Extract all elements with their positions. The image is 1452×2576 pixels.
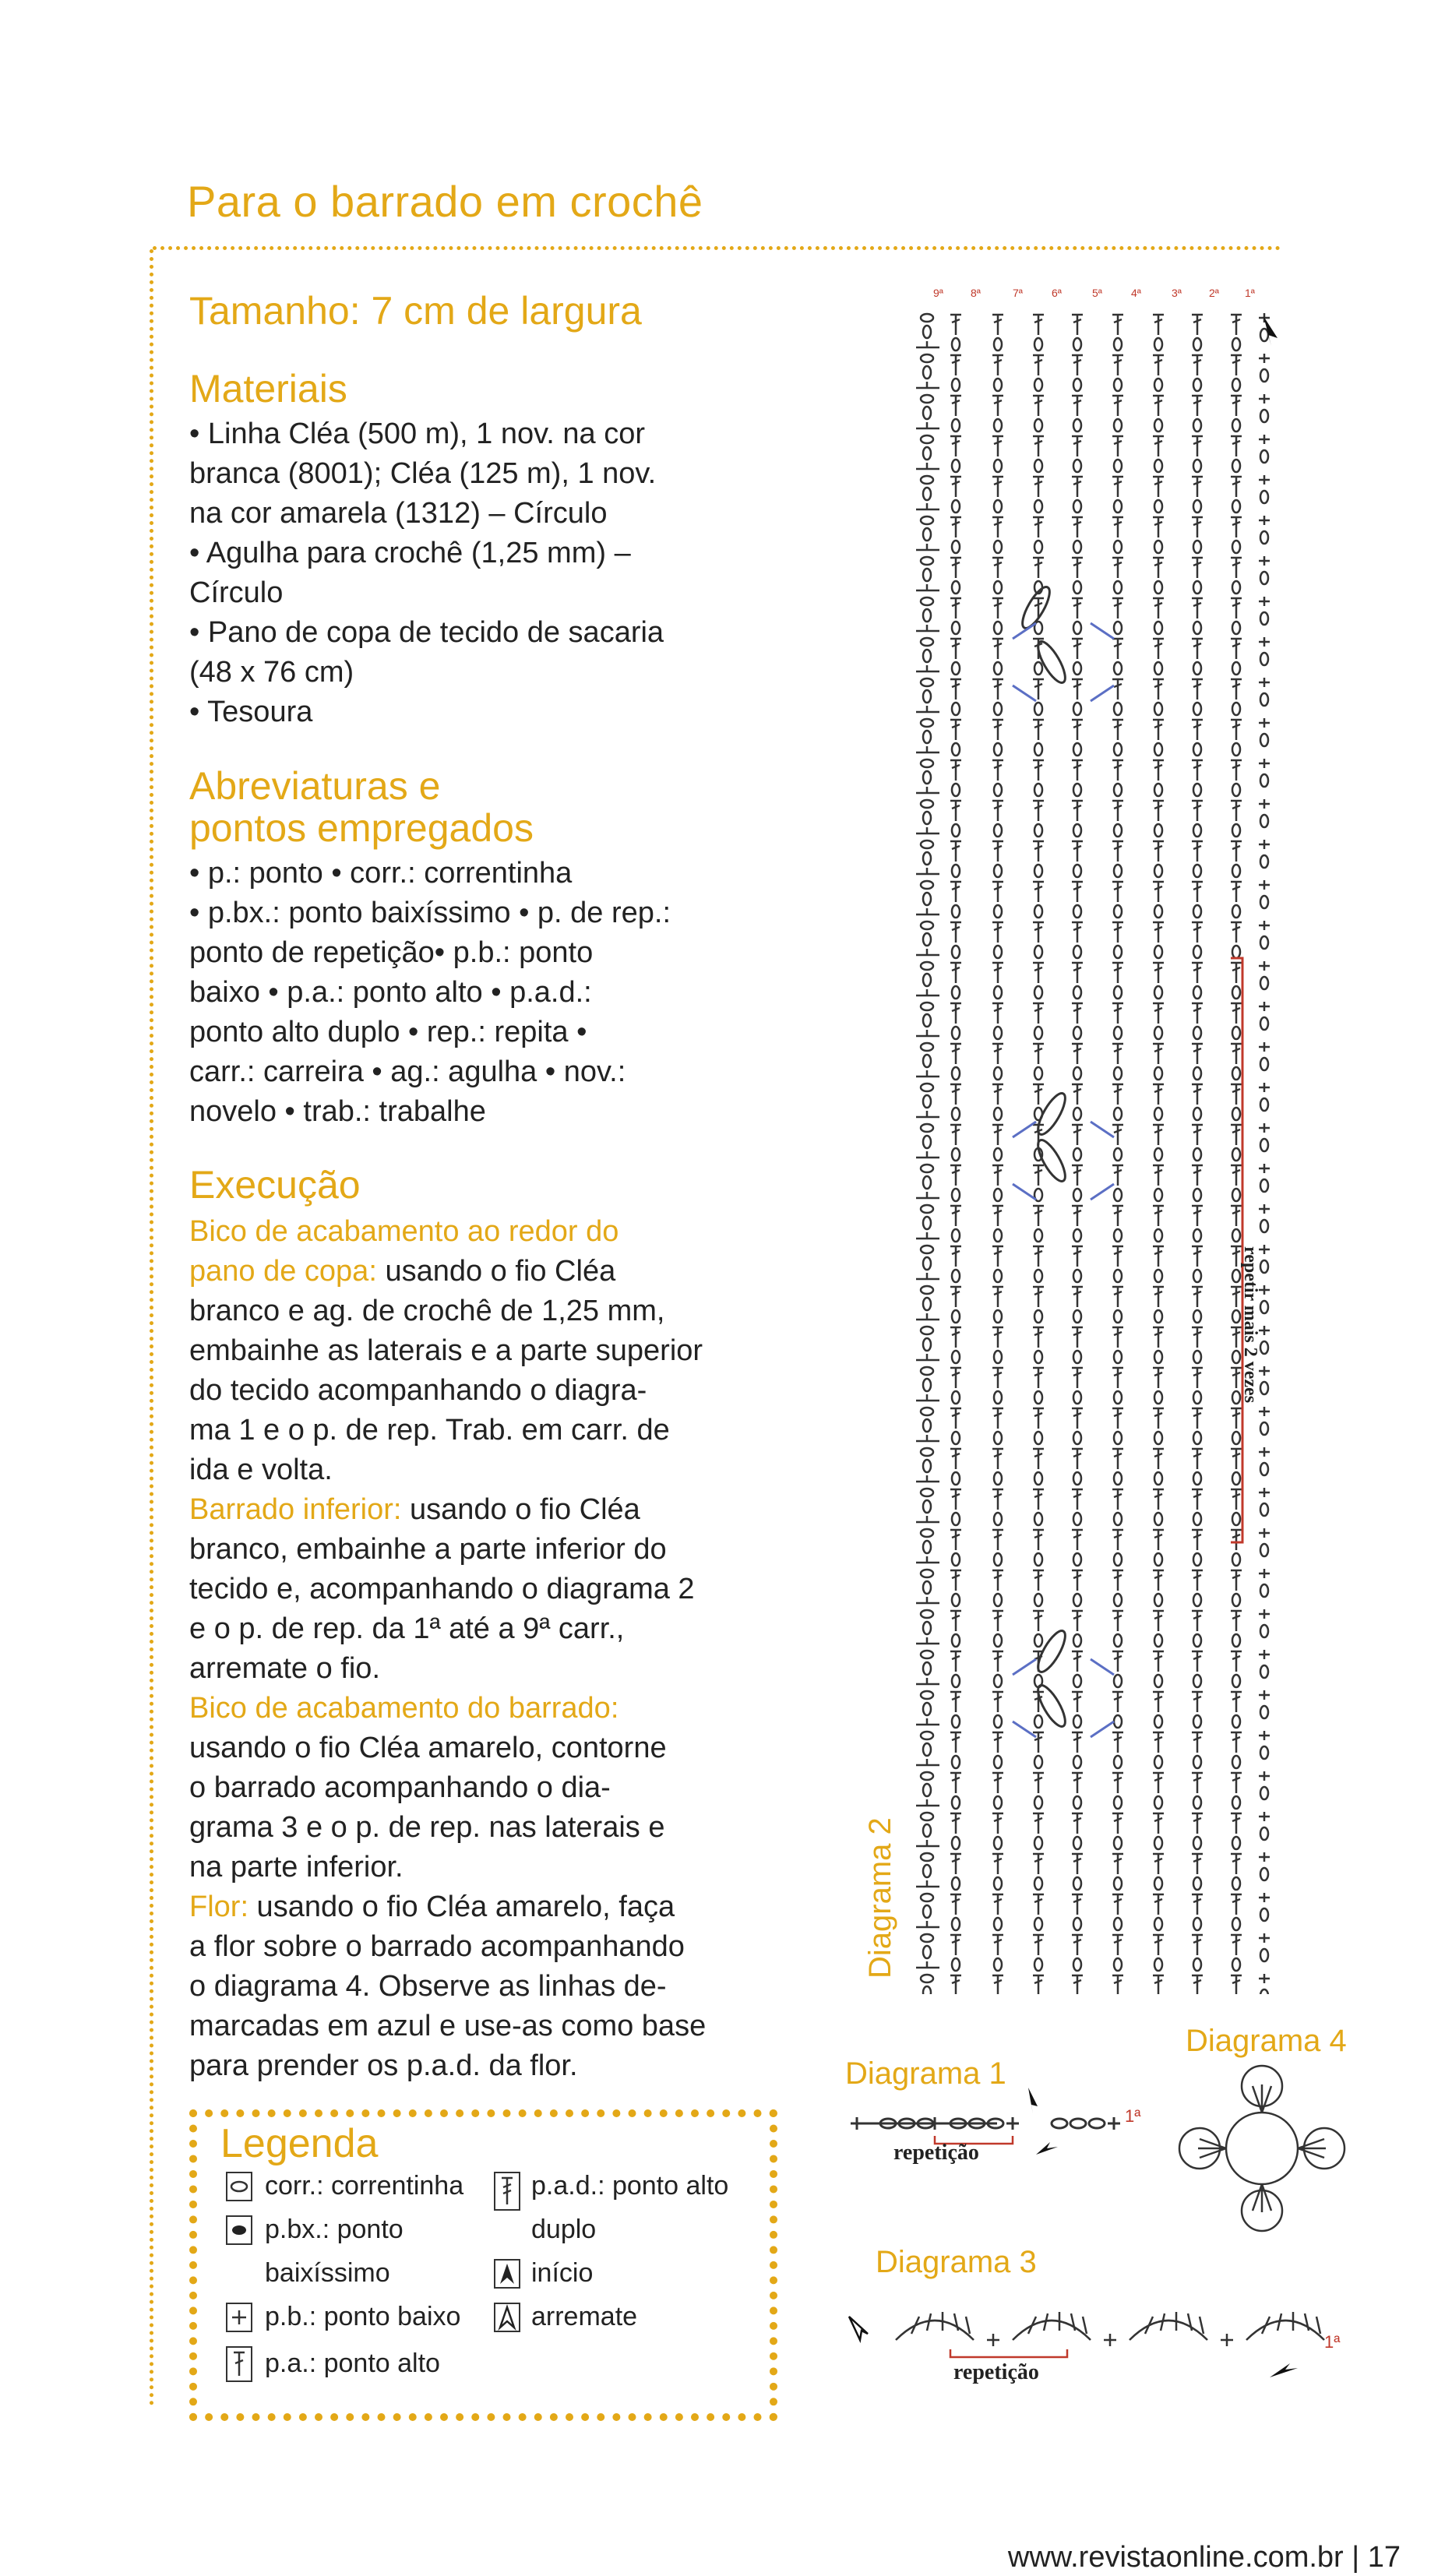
materials-line: • Agulha para crochê (1,25 mm) – <box>189 537 631 569</box>
execution-line: a flor sobre o barrado acompanhando <box>189 1930 685 1963</box>
execution-line: ida e volta. <box>189 1454 333 1486</box>
abbreviations-line: ponto alto duplo • rep.: repita • <box>189 1016 587 1048</box>
row-number: 3ª <box>1172 287 1182 299</box>
left-dotted-divider <box>150 249 153 2407</box>
materials-line: • Tesoura <box>189 696 313 728</box>
materials-line: • Linha Cléa (500 m), 1 nov. na cor <box>189 418 646 450</box>
materials-list <box>189 414 719 732</box>
single-crochet-icon <box>226 2303 252 2332</box>
abbreviations-list <box>189 854 719 1132</box>
footer-separator: | <box>1352 2541 1368 2574</box>
chain-stitch-icon <box>226 2172 252 2201</box>
execution-line: para prender os p.a.d. da flor. <box>189 2049 578 2082</box>
row-numbers <box>911 287 1301 310</box>
diagram-2-label: Diagrama 2 <box>863 1817 897 1979</box>
diagram-3-repeat-label: repetição <box>953 2360 1039 2384</box>
row-number: 4ª <box>1131 287 1141 299</box>
execution-line: grama 3 e o p. de rep. nas laterais e <box>189 1811 665 1844</box>
abbreviations-line: • p.: ponto • corr.: correntinha <box>189 857 573 890</box>
execution-line: tecido e, acompanhando o diagrama 2 <box>189 1573 695 1605</box>
double-crochet-icon <box>226 2346 252 2382</box>
execution-line: usando o fio Cléa amarelo, contorne <box>189 1732 667 1764</box>
abbreviations-line: baixo • p.a.: ponto alto • p.a.d.: <box>189 976 592 1009</box>
abbreviations-line: • p.bx.: ponto baixíssimo • p. de rep.: <box>189 897 671 929</box>
footer-site: www.revistaonline.com.br <box>1007 2541 1344 2574</box>
materials-line: na cor amarela (1312) – Círculo <box>189 497 608 530</box>
execution-text <box>189 1212 719 2086</box>
row-number: 2ª <box>1209 287 1219 299</box>
execution-line: marcadas em azul e use-as como base <box>189 2010 707 2042</box>
legend-item-pa: p.a.: ponto alto <box>265 2349 440 2378</box>
treble-crochet-icon <box>494 2172 520 2211</box>
row-number: 8ª <box>971 287 981 299</box>
row-number: 1ª <box>1245 287 1255 299</box>
diagram-1-first-row: 1ª <box>1125 2106 1141 2126</box>
execution-text-span: usando o fio Cléa <box>401 1493 640 1526</box>
legend-item-pad: p.a.d.: ponto alto <box>531 2171 729 2201</box>
execution-line: embainhe as laterais e a parte superior <box>189 1334 703 1367</box>
legend-item-pb: p.b.: ponto baixo <box>265 2302 461 2331</box>
execution-subheading: Bico de acabamento ao redor do <box>189 1215 619 1248</box>
execution-line: branco e ag. de crochê de 1,25 mm, <box>189 1295 665 1327</box>
abbreviations-line: carr.: carreira • ag.: agulha • nov.: <box>189 1055 626 1088</box>
abbreviations-line: ponto de repetição• p.b.: ponto <box>189 936 594 969</box>
diagram-1-label: Diagrama 1 <box>845 2056 1006 2091</box>
execution-line: na parte inferior. <box>189 1851 404 1884</box>
abbreviations-line: novelo • trab.: trabalhe <box>189 1095 486 1128</box>
diagram-3-label: Diagrama 3 <box>876 2245 1037 2279</box>
slip-stitch-icon <box>226 2215 252 2245</box>
row-number: 7ª <box>1013 287 1023 299</box>
start-arrow-icon <box>494 2259 520 2289</box>
abbreviations-heading-line: pontos empregados <box>189 806 534 850</box>
execution-text-span: usando o fio Cléa amarelo, faça <box>248 1891 675 1923</box>
diagram-2-chart <box>911 312 1301 2010</box>
execution-subheading: Flor: <box>189 1891 248 1923</box>
legend-item-pad-cont: duplo <box>531 2215 597 2244</box>
row-number: 9ª <box>933 287 943 299</box>
legend-item-pbx-cont: baixíssimo <box>265 2258 390 2288</box>
execution-text-span: usando o fio Cléa <box>376 1255 616 1288</box>
materials-line: (48 x 76 cm) <box>189 656 354 689</box>
repeat-instruction: repetir mais 2 vezes <box>1240 1246 1260 1404</box>
top-dotted-divider <box>153 246 1281 250</box>
legend-title: Legenda <box>220 2121 379 2166</box>
legend-item-inicio: início <box>531 2258 594 2288</box>
execution-line: o barrado acompanhando o dia- <box>189 1771 611 1804</box>
diagram-1-repeat-label: repetição <box>893 2141 979 2165</box>
execution-subheading: pano de copa: <box>189 1255 377 1288</box>
execution-line: o diagrama 4. Observe as linhas de- <box>189 1970 667 2003</box>
materials-line: branca (8001); Cléa (125 m), 1 nov. <box>189 457 657 490</box>
execution-line: e o p. de rep. da 1ª até a 9ª carr., <box>189 1612 625 1645</box>
abbreviations-heading <box>189 765 534 849</box>
abbreviations-heading-line: Abreviaturas e <box>189 764 441 808</box>
row-number: 6ª <box>1052 287 1062 299</box>
execution-subheading: Barrado inferior: <box>189 1493 402 1526</box>
diagram-3-chart <box>833 2285 1348 2395</box>
execution-line: ma 1 e o p. de rep. Trab. em carr. de <box>189 1414 670 1447</box>
execution-line: arremate o fio. <box>189 1652 380 1685</box>
size-heading: Tamanho: 7 cm de largura <box>189 289 642 333</box>
row-number: 5ª <box>1092 287 1102 299</box>
page-number: 17 <box>1367 2541 1401 2574</box>
section-title: Para o barrado em crochê <box>187 177 703 226</box>
finish-arrow-icon <box>494 2303 520 2332</box>
legend-item-arremate: arremate <box>531 2302 638 2331</box>
legend-item-corr: corr.: correntinha <box>265 2171 464 2201</box>
page-footer <box>1008 2541 1401 2574</box>
legend-item-pbx: p.bx.: ponto <box>265 2215 404 2244</box>
diagram-4-label: Diagrama 4 <box>1186 2024 1347 2058</box>
materials-line: Círculo <box>189 576 284 609</box>
materials-line: • Pano de copa de tecido de sacaria <box>189 616 664 649</box>
diagram-1-chart <box>841 2072 1168 2181</box>
execution-line: branco, embainhe a parte inferior do <box>189 1533 667 1566</box>
materials-heading: Materiais <box>189 367 347 411</box>
execution-subheading: Bico de acabamento do barrado: <box>189 1692 619 1725</box>
diagram-3-first-row: 1ª <box>1324 2332 1341 2352</box>
diagram-4-flower <box>1176 2063 1348 2234</box>
execution-heading: Execução <box>189 1163 361 1207</box>
execution-line: do tecido acompanhando o diagra- <box>189 1374 647 1407</box>
